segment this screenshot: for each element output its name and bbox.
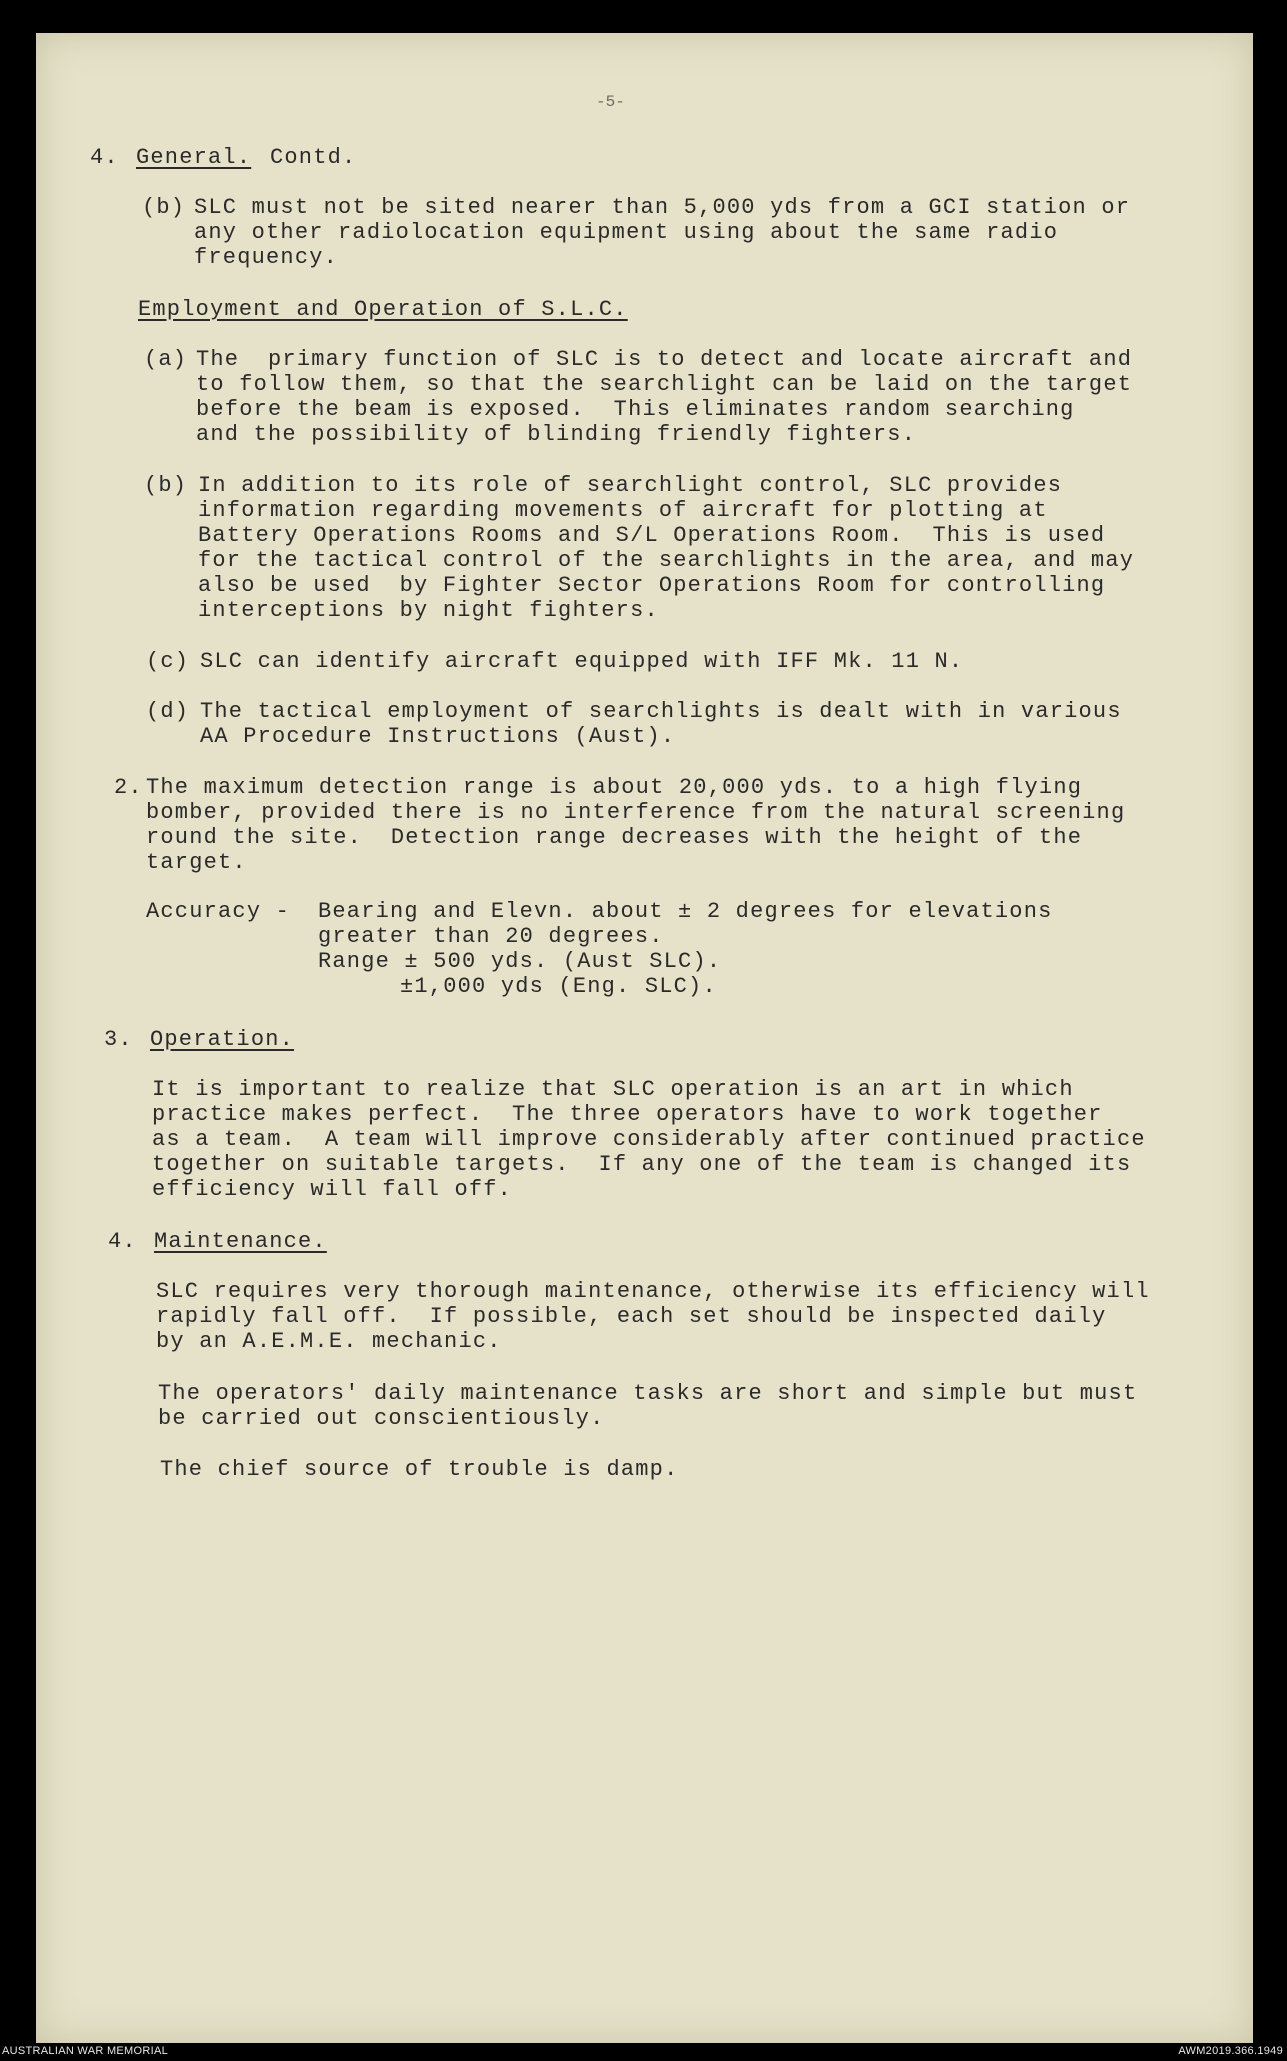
section-heading: Employment and Operation of S.L.C. bbox=[138, 297, 628, 322]
paragraph-line: The maximum detection range is about 20,000 yds. to a high flying bbox=[146, 775, 1083, 800]
paragraph-line: The primary function of SLC is to detect and locate aircraft and bbox=[196, 347, 1133, 372]
section-title: Operation. bbox=[150, 1027, 295, 1052]
section-number: 3. bbox=[104, 1027, 133, 1052]
paragraph-line: frequency. bbox=[194, 245, 339, 270]
paragraph-line: rapidly fall off. If possible, each set should be inspected daily bbox=[156, 1304, 1107, 1329]
item-label: (c) bbox=[146, 649, 190, 674]
section-title: General. bbox=[136, 145, 252, 170]
paragraph-line: AA Procedure Instructions (Aust). bbox=[200, 724, 676, 749]
paragraph-line: Battery Operations Rooms and S/L Operations Room. This is used bbox=[198, 523, 1106, 548]
footer-credit: AUSTRALIAN WAR MEMORIAL bbox=[2, 2045, 169, 2057]
paragraph-line: as a team. A team will improve considerably after continued practice bbox=[152, 1127, 1146, 1152]
footer-accession: AWM2019.366.1949 bbox=[1178, 2045, 1283, 2057]
item-label: (b) bbox=[144, 473, 188, 498]
paragraph-line: efficiency will fall off. bbox=[152, 1177, 513, 1202]
section-contd: Contd. bbox=[270, 145, 357, 170]
paragraph-line: The chief source of trouble is damp. bbox=[160, 1457, 679, 1482]
paragraph-line: by an A.E.M.E. mechanic. bbox=[156, 1329, 502, 1354]
paragraph-line: also be used by Fighter Sector Operations Room for controlling bbox=[198, 573, 1106, 598]
paragraph-line: be carried out conscientiously. bbox=[158, 1406, 605, 1431]
paragraph-line: round the site. Detection range decreases with the height of the bbox=[146, 825, 1083, 850]
item-label: 2. bbox=[114, 775, 143, 800]
paragraph-line: any other radiolocation equipment using about the same radio bbox=[194, 220, 1059, 245]
paragraph-line: The operators' daily maintenance tasks are short and simple but must bbox=[158, 1381, 1138, 1406]
paragraph-line: interceptions by night fighters. bbox=[198, 598, 659, 623]
paragraph-line: SLC can identify aircraft equipped with IFF Mk. 11 N. bbox=[200, 649, 964, 674]
item-label: (b) bbox=[142, 195, 186, 220]
paragraph-line: for the tactical control of the searchlights in the area, and may bbox=[198, 548, 1135, 573]
paragraph-line: SLC requires very thorough maintenance, otherwise its efficiency will bbox=[156, 1279, 1150, 1304]
document-page bbox=[36, 33, 1253, 2043]
accuracy-line: Range ± 500 yds. (Aust SLC). bbox=[318, 949, 722, 974]
section-title: Maintenance. bbox=[154, 1229, 327, 1254]
accuracy-line: ±1,000 yds (Eng. SLC). bbox=[400, 974, 717, 999]
accuracy-line: Bearing and Elevn. about ± 2 degrees for elevations bbox=[318, 899, 1053, 924]
paragraph-line: It is important to realize that SLC operation is an art in which bbox=[152, 1077, 1074, 1102]
section-number: 4. bbox=[90, 145, 119, 170]
accuracy-line: greater than 20 degrees. bbox=[318, 924, 664, 949]
paragraph-line: information regarding movements of aircraft for plotting at bbox=[198, 498, 1048, 523]
paragraph-line: The tactical employment of searchlights is dealt with in various bbox=[200, 699, 1122, 724]
paragraph-line: SLC must not be sited nearer than 5,000 yds from a GCI station or bbox=[194, 195, 1131, 220]
item-label: (d) bbox=[146, 699, 190, 724]
paragraph-line: bomber, provided there is no interference from the natural screening bbox=[146, 800, 1126, 825]
paragraph-line: In addition to its role of searchlight control, SLC provides bbox=[198, 473, 1063, 498]
paragraph-line: practice makes perfect. The three operators have to work together bbox=[152, 1102, 1103, 1127]
paragraph-line: and the possibility of blinding friendly fighters. bbox=[196, 422, 917, 447]
paragraph-line: to follow them, so that the searchlight can be laid on the target bbox=[196, 372, 1133, 397]
paragraph-line: together on suitable targets. If any one of the team is changed its bbox=[152, 1152, 1132, 1177]
accuracy-label: Accuracy - bbox=[146, 899, 305, 924]
paragraph-line: before the beam is exposed. This eliminates random searching bbox=[196, 397, 1075, 422]
page-marker: -5- bbox=[596, 93, 625, 111]
section-number: 4. bbox=[108, 1229, 137, 1254]
paragraph-line: target. bbox=[146, 850, 247, 875]
item-label: (a) bbox=[144, 347, 188, 372]
